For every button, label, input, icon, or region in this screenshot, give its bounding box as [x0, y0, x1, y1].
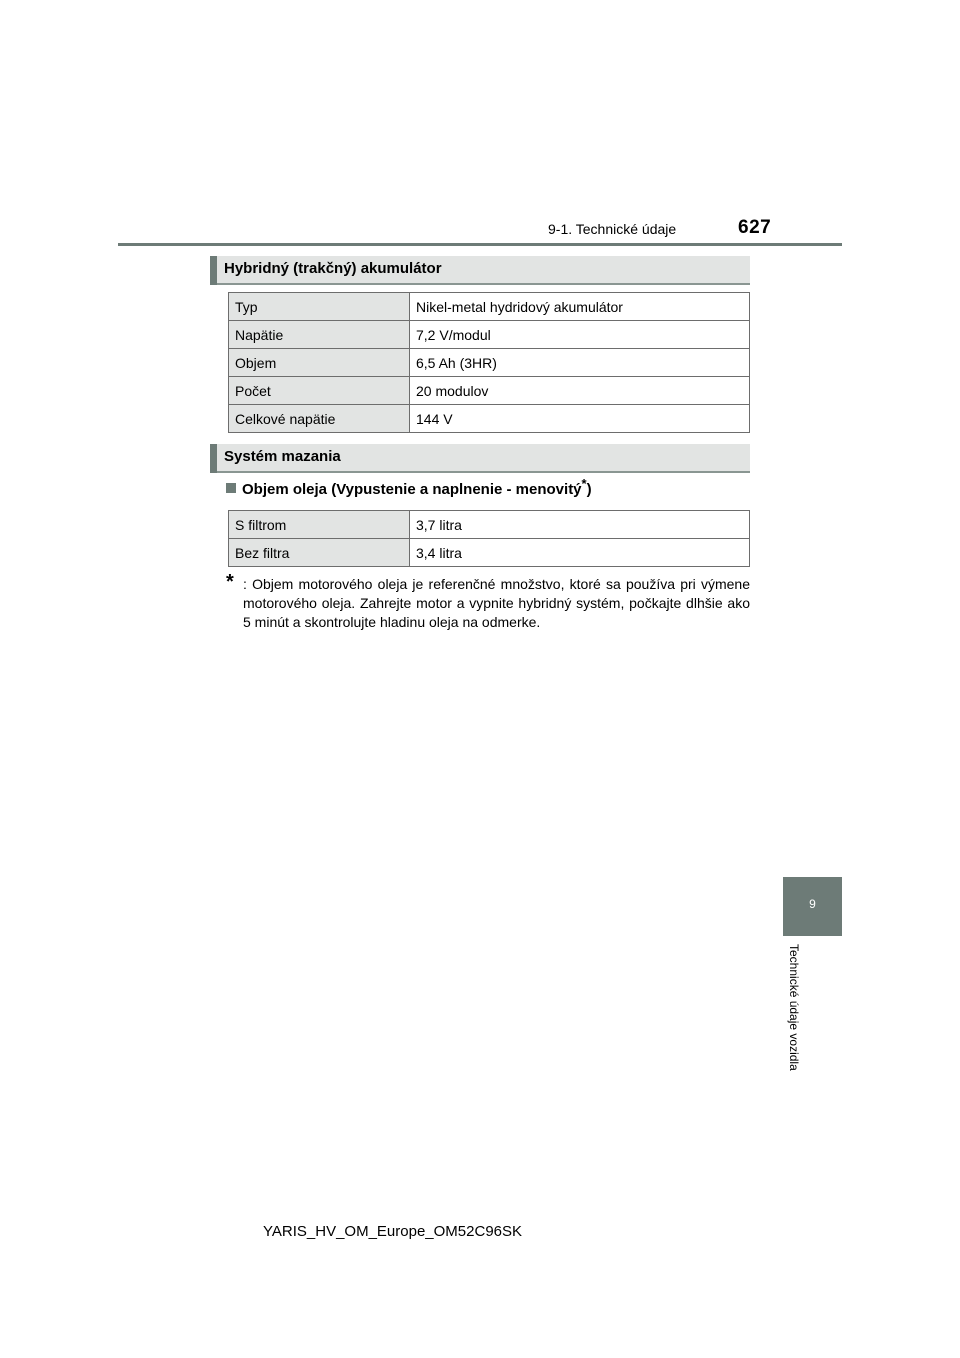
row-value: 7,2 V/modul: [410, 321, 750, 349]
chapter-number: 9: [809, 897, 816, 911]
oil-volume-subheading: [226, 476, 592, 498]
row-value: 20 modulov: [410, 377, 750, 405]
header-rule: [118, 243, 842, 246]
chapter-tab: [783, 877, 842, 936]
table-row: [229, 321, 750, 349]
lubrication-section-title: [210, 444, 750, 473]
subheading-close: ): [586, 481, 592, 498]
table-row: [229, 405, 750, 433]
lubrication-section-title-text: Systém mazania: [224, 448, 341, 465]
row-value: Nikel-metal hydridový akumulátor: [410, 293, 750, 321]
battery-section-title-text: Hybridný (trakčný) akumulátor: [224, 260, 442, 277]
chapter-tab-label: Technické údaje vozidla: [787, 944, 801, 1071]
row-label: Celkové napätie: [229, 405, 410, 433]
footer-doc-code: YARIS_HV_OM_Europe_OM52C96SK: [263, 1223, 523, 1240]
row-label: S filtrom: [229, 511, 410, 539]
header-section-label: 9-1. Technické údaje: [548, 221, 677, 237]
footnote: [226, 571, 750, 632]
square-bullet-icon: [226, 483, 236, 493]
row-label: Počet: [229, 377, 410, 405]
footnote-asterisk: *: [226, 571, 234, 593]
row-label: Napätie: [229, 321, 410, 349]
battery-section-title: [210, 256, 750, 285]
subheading-asterisk: *: [581, 476, 587, 491]
row-label: Bez filtra: [229, 539, 410, 567]
footnote-text: : Objem motorového oleja je referenčné množstvo, ktoré sa používa pri výmene motorového oleja. Zahrejte motor a vypnite hybridný systém, počkajte dlhšie ako 5 minút a skontrolujte hladinu oleja na odmerke.: [243, 576, 750, 630]
oil-volume-table: [228, 510, 750, 567]
table-row: [229, 349, 750, 377]
page-number: 627: [738, 217, 772, 238]
subheading-text: Objem oleja (Vypustenie a naplnenie - menovitý: [242, 481, 582, 498]
table-row: [229, 293, 750, 321]
table-row: [229, 377, 750, 405]
table-row: [229, 511, 750, 539]
row-value: 144 V: [410, 405, 750, 433]
battery-spec-table: [228, 292, 750, 433]
row-label: Objem: [229, 349, 410, 377]
table-row: [229, 539, 750, 567]
row-value: 6,5 Ah (3HR): [410, 349, 750, 377]
row-value: 3,4 litra: [410, 539, 750, 567]
row-label: Typ: [229, 293, 410, 321]
row-value: 3,7 litra: [410, 511, 750, 539]
